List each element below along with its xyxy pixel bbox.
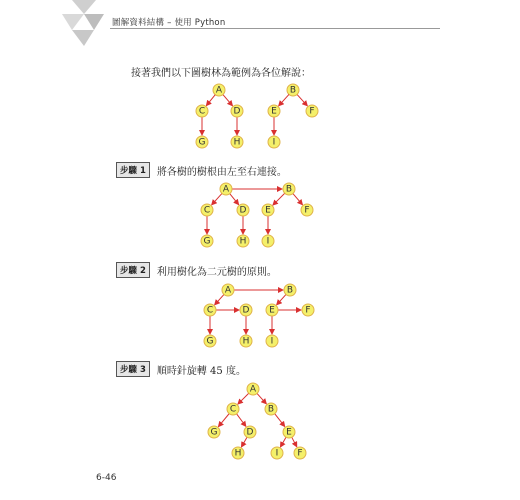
step2-node-h	[240, 335, 252, 347]
step1-node-c	[201, 204, 213, 216]
svg-text:D: D	[242, 305, 250, 316]
forest-node-b	[287, 84, 299, 96]
svg-text:I: I	[266, 236, 270, 247]
svg-text:B: B	[267, 404, 275, 415]
svg-text:C: C	[203, 205, 211, 216]
step3-node-b	[265, 403, 277, 415]
step3-edge-b-e	[275, 414, 285, 427]
step2-node-b	[284, 284, 296, 296]
step2-edge-a-c	[215, 294, 224, 304]
svg-text:B: B	[285, 184, 293, 195]
forest-node-f	[306, 105, 318, 117]
step2-node-g	[204, 335, 216, 347]
svg-text:G: G	[210, 427, 218, 438]
step1-edge-a-d	[230, 194, 239, 205]
svg-text:A: A	[249, 384, 257, 395]
svg-text:F: F	[309, 106, 315, 117]
svg-text:I: I	[270, 336, 274, 347]
step2-node-c	[204, 304, 216, 316]
step3-node-e	[283, 426, 295, 438]
step3-edge-a-c	[238, 393, 249, 404]
step1-node-d	[237, 204, 249, 216]
step3-node-f	[294, 447, 306, 459]
svg-text:B: B	[289, 85, 297, 96]
svg-text:B: B	[286, 285, 294, 296]
svg-text:G: G	[203, 236, 211, 247]
svg-text:E: E	[271, 106, 277, 117]
forest-edge-a-c	[206, 95, 215, 106]
svg-text:A: A	[215, 85, 223, 96]
svg-text:E: E	[265, 205, 271, 216]
step-1-label: 步驟 1	[116, 162, 150, 178]
step3-edge-c-d	[237, 414, 246, 427]
step3-edge-e-i	[280, 437, 286, 447]
step1-edge-b-e	[273, 193, 285, 205]
step3-node-h	[232, 447, 244, 459]
step2-node-f	[302, 304, 314, 316]
forest-node-c	[196, 105, 208, 117]
step1-node-i	[262, 235, 274, 247]
page-number: 6-46	[96, 473, 117, 483]
svg-text:H: H	[239, 236, 247, 247]
step-3-label: 步驟 3	[116, 361, 150, 377]
forest-node-g	[196, 136, 208, 148]
svg-text:A: A	[224, 285, 232, 296]
step1-node-e	[262, 204, 274, 216]
step-1-text: 將各樹的樹根由左至右連接。	[156, 166, 287, 178]
forest-edge-b-e	[279, 94, 289, 105]
forest-node-a	[213, 84, 225, 96]
step3-node-g	[208, 426, 220, 438]
svg-text:E: E	[269, 305, 275, 316]
step-2-label: 步驟 2	[116, 262, 150, 278]
step3-node-d	[244, 426, 256, 438]
svg-text:F: F	[304, 205, 310, 216]
intro-text: 接著我們以下圖樹林為範例為各位解說：	[131, 68, 311, 79]
svg-text:H: H	[242, 336, 250, 347]
svg-text:C: C	[198, 106, 206, 117]
step2-node-a	[222, 284, 234, 296]
svg-text:I: I	[272, 137, 276, 148]
step3-node-a	[247, 383, 259, 395]
step-3-text: 順時針旋轉 45 度。	[156, 365, 246, 377]
step2-node-d	[240, 304, 252, 316]
svg-text:D: D	[233, 106, 241, 117]
step1-node-f	[301, 204, 313, 216]
step-2-text: 利用樹化為二元樹的原則。	[156, 266, 277, 278]
svg-text:H: H	[234, 448, 242, 459]
forest-edge-a-d	[223, 95, 233, 106]
step1-edge-b-f	[293, 194, 303, 205]
step3-node-i	[271, 447, 283, 459]
forest-node-e	[268, 105, 280, 117]
svg-text:G: G	[206, 336, 214, 347]
step2-node-e	[266, 304, 278, 316]
svg-text:D: D	[239, 205, 247, 216]
svg-text:F: F	[297, 448, 303, 459]
forest-node-h	[231, 136, 243, 148]
svg-text:A: A	[222, 184, 230, 195]
svg-text:I: I	[275, 448, 279, 459]
forest-edge-b-f	[297, 94, 307, 105]
svg-text:H: H	[233, 137, 241, 148]
step3-edge-d-h	[241, 437, 247, 447]
step2-node-i	[266, 335, 278, 347]
svg-text:G: G	[198, 137, 206, 148]
step3-edge-c-g	[218, 414, 229, 427]
step3-edge-a-b	[257, 393, 266, 403]
svg-text:E: E	[286, 427, 292, 438]
step1-node-g	[201, 235, 213, 247]
step1-node-b	[283, 183, 295, 195]
step1-node-a	[220, 183, 232, 195]
header-title: 圖解資料結構 – 使用 Python	[112, 18, 226, 28]
forest-node-d	[231, 105, 243, 117]
svg-text:C: C	[206, 305, 214, 316]
svg-text:C: C	[229, 404, 237, 415]
step2-edge-b-e	[277, 294, 286, 304]
step3-node-c	[227, 403, 239, 415]
step3-edge-e-f	[292, 437, 297, 446]
svg-text:D: D	[246, 427, 254, 438]
svg-text:F: F	[305, 305, 311, 316]
step1-edge-a-c	[212, 193, 222, 204]
forest-node-i	[268, 136, 280, 148]
step1-node-h	[237, 235, 249, 247]
